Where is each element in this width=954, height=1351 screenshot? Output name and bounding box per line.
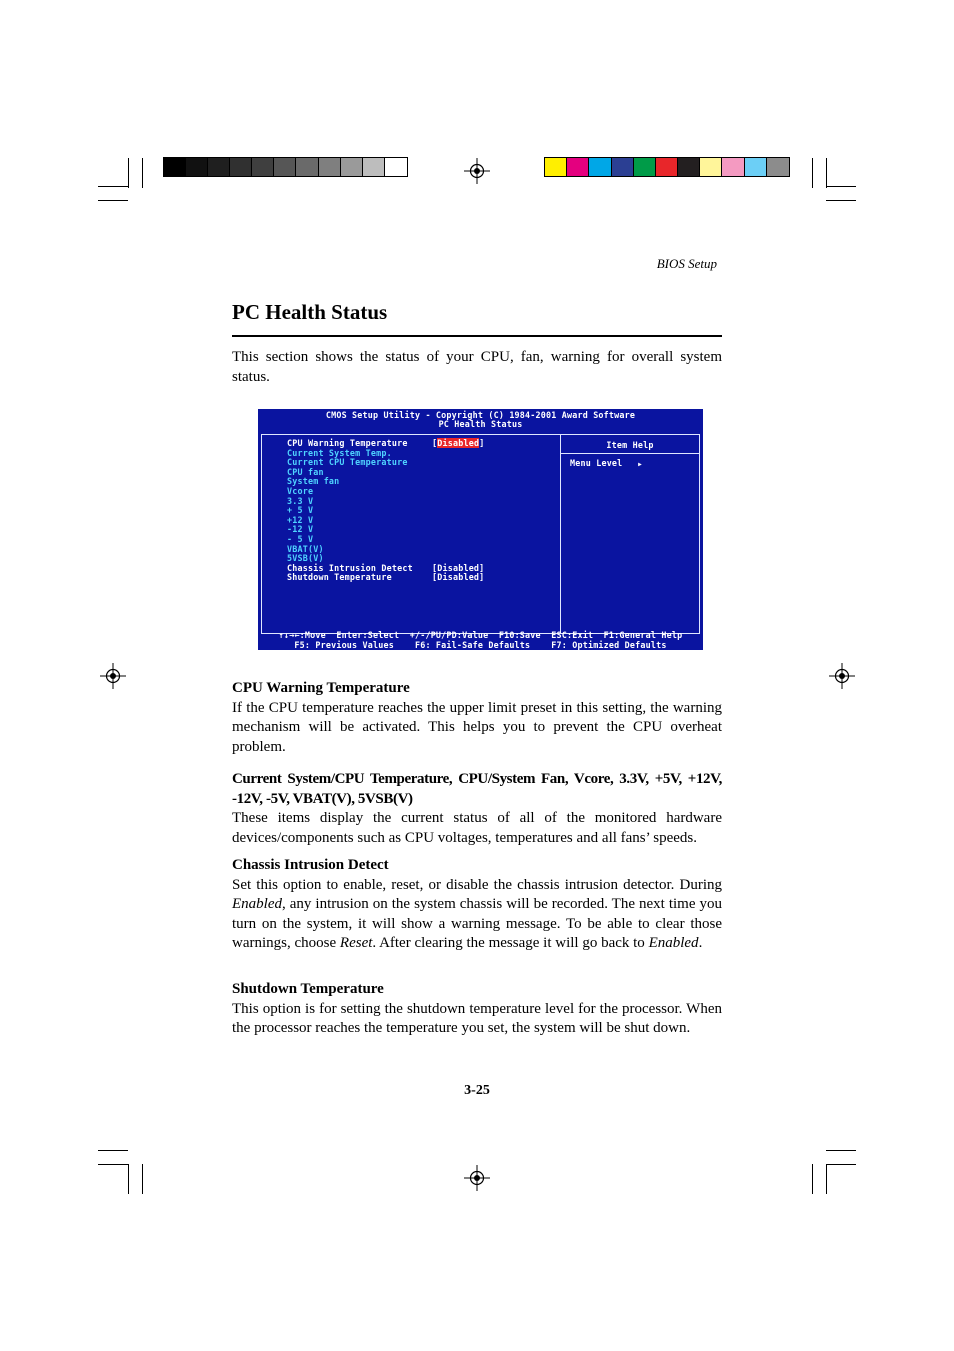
text-run-italic: Reset	[339, 935, 373, 951]
color-swatch	[341, 158, 363, 176]
bios-screen	[258, 409, 703, 650]
section-heading: Chassis Intrusion Detect	[232, 857, 389, 873]
item-help-heading: Item Help	[606, 440, 654, 450]
text-run: , any intrusion on the system chassis will be recorded. The next time you turn on the system, it will show a warning message. To be able to clear those warnings, choose	[232, 896, 722, 951]
section-monitor-items	[232, 770, 722, 848]
bios-item-label[interactable]: -12 V	[287, 524, 314, 535]
bios-item-label[interactable]: - 5 V	[287, 534, 314, 544]
bios-item-label[interactable]: Chassis Intrusion Detect	[287, 562, 413, 573]
color-swatch	[274, 158, 296, 176]
intro-paragraph: This section shows the status of your CPU, fan, warning for overall system status.	[232, 349, 722, 385]
bios-item-label[interactable]: VBAT(V)	[287, 543, 324, 554]
registration-target-icon	[464, 158, 490, 184]
crop-mark	[826, 1150, 856, 1151]
text-run: . After clearing the message it will go back to	[372, 935, 649, 951]
crop-mark	[128, 1164, 129, 1194]
bios-divider	[560, 435, 561, 633]
color-swatch	[678, 158, 700, 176]
color-swatch	[722, 158, 744, 176]
bios-item-label[interactable]: +12 V	[287, 514, 314, 525]
grayscale-calibration-bar	[163, 157, 408, 177]
crop-mark	[142, 158, 143, 188]
color-swatch	[589, 158, 611, 176]
color-swatch	[634, 158, 656, 176]
color-swatch	[164, 158, 186, 176]
section-body: If the CPU temperature reaches the upper limit preset in this setting, the warning mechanism will be activated. This helps you to prevent the CPU overheat problem.	[232, 699, 722, 755]
bios-item-label[interactable]: System fan	[287, 476, 340, 487]
bios-footer-keys: ↑↓→←:Move Enter:Select +/-/PU/PD:Value F10:Save ESC:Exit F1:General Help	[278, 630, 683, 640]
color-swatch	[208, 158, 230, 176]
section-heading: Shutdown Temperature	[232, 981, 384, 997]
crop-mark	[128, 158, 129, 188]
section-shutdown-temp	[232, 980, 722, 1039]
bios-header-title: PC Health Status	[438, 419, 523, 429]
page-title: PC Health Status	[232, 300, 388, 324]
bios-item-label[interactable]: Current CPU Temperature	[287, 457, 408, 468]
color-swatch	[612, 158, 634, 176]
section-body: This option is for setting the shutdown temperature level for the processor. When the processor reaches the temperature you set, the system will be shut down.	[232, 1000, 722, 1036]
color-swatch	[745, 158, 767, 176]
color-swatch	[767, 158, 789, 176]
registration-target-icon	[829, 663, 855, 689]
bios-item-label[interactable]: Vcore	[287, 486, 314, 496]
bios-item-label[interactable]: Current System Temp.	[287, 447, 392, 458]
crop-mark	[826, 186, 856, 187]
color-calibration-bar	[544, 157, 790, 177]
crop-mark	[812, 1164, 813, 1194]
registration-target-icon	[100, 663, 126, 689]
menu-level	[570, 458, 642, 468]
bios-item-label[interactable]: + 5 V	[287, 505, 314, 516]
menu-level-arrow-icon: ▶	[638, 461, 642, 468]
section-heading: Current System/CPU Temperature, CPU/System Fan, Vcore, 3.3V, +5V, +12V, -12V, -5V, VBAT(V), 5VSB(V)	[232, 771, 722, 807]
text-run: .	[698, 935, 703, 951]
crop-mark	[98, 1150, 128, 1151]
color-swatch	[567, 158, 589, 176]
crop-mark	[826, 1164, 856, 1165]
page-number: 3-25	[464, 1083, 490, 1098]
bios-header-copyright: CMOS Setup Utility - Copyright (C) 1984-2001 Award Software	[325, 410, 636, 420]
color-swatch	[296, 158, 318, 176]
bios-item-label[interactable]: 3.3 V	[287, 495, 314, 506]
text-run-italic: Enabled	[648, 935, 699, 951]
bios-item-label[interactable]: CPU Warning Temperature	[287, 438, 408, 448]
crop-mark	[812, 158, 813, 188]
section-heading: CPU Warning Temperature	[232, 680, 410, 696]
color-swatch	[656, 158, 678, 176]
menu-level-label: Menu Level	[570, 458, 623, 468]
section-chassis-intrusion	[232, 856, 722, 954]
bios-footer-defaults: F5: Previous Values F6: Fail-Safe Defaults F7: Optimized Defaults	[294, 640, 667, 650]
crop-mark	[98, 186, 128, 187]
color-swatch	[385, 158, 407, 176]
color-swatch	[252, 158, 274, 176]
crop-mark	[826, 158, 827, 188]
color-swatch	[186, 158, 208, 176]
running-head: BIOS Setup	[656, 256, 717, 271]
bios-highlight: Disabled	[437, 438, 480, 448]
crop-mark	[142, 1164, 143, 1194]
color-swatch	[545, 158, 567, 176]
text-run: Set this option to enable, reset, or disable the chassis intrusion detector. During	[232, 876, 722, 893]
color-swatch	[700, 158, 722, 176]
bios-item-value[interactable]: [Disabled]	[432, 438, 485, 448]
registration-target-icon	[464, 1165, 490, 1191]
bios-item-value[interactable]: [Disabled]	[432, 572, 485, 583]
section-body: These items display the current status of all of the monitored hardware devices/components such as CPU voltages, temperatures and all fans’ speeds.	[232, 810, 722, 846]
bios-item-value[interactable]: [Disabled]	[432, 562, 485, 573]
crop-mark	[98, 200, 128, 201]
section-body	[232, 876, 722, 954]
color-swatch	[363, 158, 385, 176]
bios-help-rule	[561, 453, 699, 454]
color-swatch	[319, 158, 341, 176]
bios-item-label[interactable]: 5VSB(V)	[287, 553, 324, 564]
section-cpu-warning	[232, 679, 722, 757]
color-swatch	[230, 158, 252, 176]
crop-mark	[98, 1164, 128, 1165]
text-run-italic: Enabled	[232, 896, 282, 912]
crop-mark	[826, 1164, 827, 1194]
bios-item-label[interactable]: Shutdown Temperature	[287, 572, 392, 583]
bios-item-label[interactable]: CPU fan	[287, 466, 324, 477]
crop-mark	[826, 200, 856, 201]
title-rule	[232, 335, 722, 337]
